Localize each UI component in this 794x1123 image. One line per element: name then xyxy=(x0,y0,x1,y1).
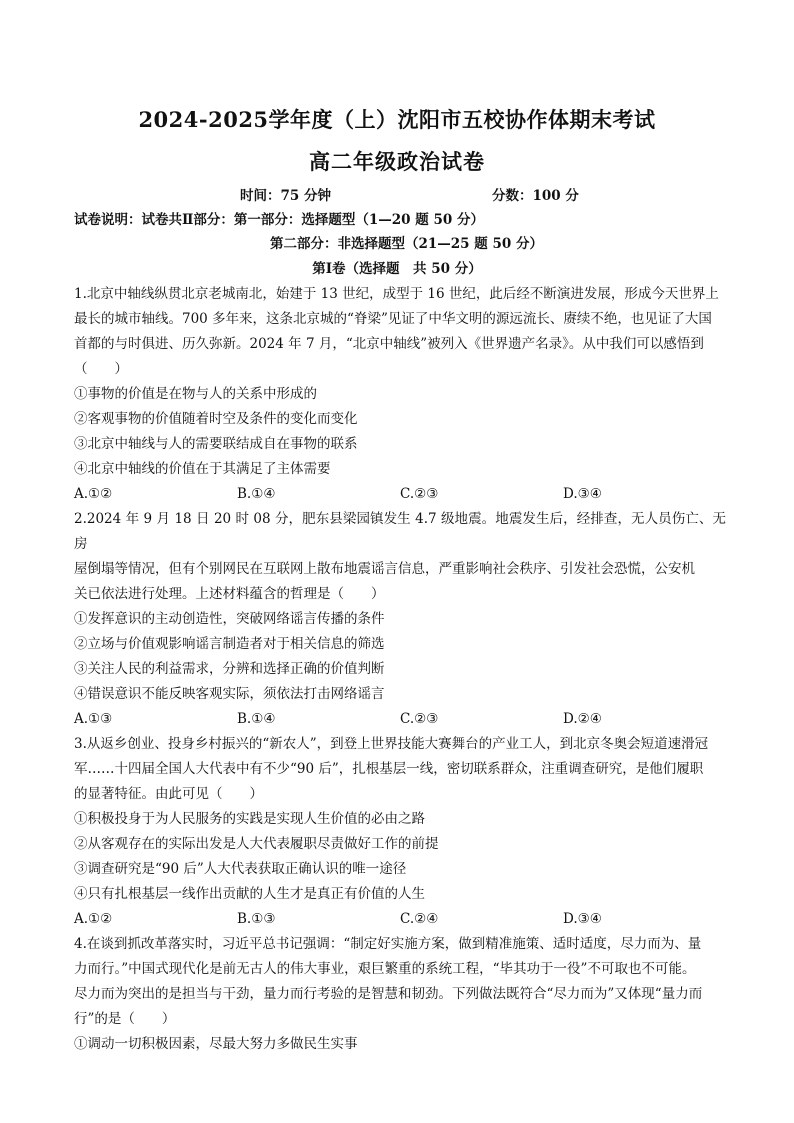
question-stem-line: 行”的是（ ） xyxy=(74,1011,176,1027)
question-block xyxy=(74,507,726,732)
answer-choice[interactable]: D.③④ xyxy=(563,486,602,502)
answer-choice[interactable]: B.①④ xyxy=(237,486,276,502)
question-stem-line: 4.在谈到抓改革落实时，习近平总书记强调：“制定好实施方案，做到精准施策、适时适度，尽力而为、量 xyxy=(74,936,702,952)
answer-choices xyxy=(74,482,726,507)
statement-option: ①事物的价值是在物与人的关系中形成的 xyxy=(74,386,317,402)
question-block xyxy=(74,932,726,1057)
question-block xyxy=(74,732,726,932)
answer-choice[interactable]: D.②④ xyxy=(563,711,602,727)
answer-choice[interactable]: C.②④ xyxy=(400,911,439,927)
statement-option: ①发挥意识的主动创造性，突破网络谣言传播的条件 xyxy=(74,611,385,627)
answer-choice[interactable]: D.③④ xyxy=(563,911,602,927)
question-stem-line: 2.2024 年 9 月 18 日 20 时 08 分，肥东县梁园镇发生 4.7 级地震。地震发生后，经排查，无人员伤亡、无房 xyxy=(74,511,726,552)
answer-choice[interactable]: A.①③ xyxy=(74,711,113,727)
question-stem-line: 最长的城市轴线。700 多年来，这条北京城的“脊梁”见证了中华文明的源远流长、赓续不绝，也见证了大国 xyxy=(74,311,712,327)
answer-choice[interactable]: C.②③ xyxy=(400,486,439,502)
question-stem-line: 1.北京中轴线纵贯北京老城南北，始建于 13 世纪，成型于 16 世纪，此后经不断演进发展，形成今天世界上 xyxy=(74,286,719,302)
question-block xyxy=(74,282,726,507)
exam-note-line1: 试卷说明：试卷共Ⅱ部分：第一部分：选择题型（1—20 题 50 分） xyxy=(74,212,484,228)
exam-note-line2: 第二部分：非选择题型（21—25 题 50 分） xyxy=(270,236,543,252)
exam-score: 分数：100 分 xyxy=(492,188,579,204)
question-stem-line: 军……十四届全国人大代表中有不少“90 后”，扎根基层一线，密切联系群众，注重调查研究，是他们履职 xyxy=(74,761,704,777)
answer-choice[interactable]: A.①② xyxy=(74,486,113,502)
question-stem-line: 尽力而为突出的是担当与干劲，量力而行考验的是智慧和韧劲。下列做法既符合“尽力而为”又体现“量力而 xyxy=(74,986,703,1002)
statement-option: ③关注人民的利益需求，分辨和选择正确的价值判断 xyxy=(74,661,385,677)
answer-choice[interactable]: B.①③ xyxy=(237,911,276,927)
statement-option: ②客观事物的价值随着时空及条件的变化而变化 xyxy=(74,411,358,427)
questions-body xyxy=(74,282,726,1057)
statement-option: ④只有扎根基层一线作出贡献的人生才是真正有价值的人生 xyxy=(74,886,425,902)
statement-option: ③调查研究是“90 后”人大代表获取正确认识的唯一途径 xyxy=(74,861,407,877)
question-stem-line: 屋倒塌等情况，但有个别网民在互联网上散布地震谣言信息，严重影响社会秩序、引发社会恐慌，公安机 xyxy=(74,561,695,577)
statement-option: ①积极投身于为人民服务的实践是实现人生价值的必由之路 xyxy=(74,811,425,827)
statement-option: ①调动一切积极因素，尽最大努力多做民生实事 xyxy=(74,1036,358,1052)
statement-option: ②从客观存在的实际出发是人大代表履职尽责做好工作的前提 xyxy=(74,836,439,852)
answer-choices xyxy=(74,707,726,732)
answer-choice[interactable]: B.①④ xyxy=(237,711,276,727)
question-stem-line: 关已依法进行处理。上述材料蕴含的哲理是（ ） xyxy=(74,586,385,602)
section-heading: 第Ⅰ卷（选择题 共 50 分） xyxy=(312,261,482,277)
question-stem-line: 力而行。”中国式现代化是前无古人的伟大事业，艰巨繁重的系统工程，“毕其功于一役”不可取也不可能。 xyxy=(74,961,696,977)
exam-time: 时间：75 分钟 xyxy=(240,188,331,204)
answer-choices xyxy=(74,907,726,932)
statement-option: ②立场与价值观影响谣言制造者对于相关信息的筛选 xyxy=(74,636,385,652)
answer-choice[interactable]: A.①② xyxy=(74,911,113,927)
answer-choice[interactable]: C.②③ xyxy=(400,711,439,727)
question-stem-line: （ ） xyxy=(74,361,128,377)
exam-subtitle: 高二年级政治试卷 xyxy=(309,149,485,174)
statement-option: ④北京中轴线的价值在于其满足了主体需要 xyxy=(74,461,331,477)
statement-option: ③北京中轴线与人的需要联结成自在事物的联系 xyxy=(74,436,358,452)
statement-option: ④错误意识不能反映客观实际，须依法打击网络谣言 xyxy=(74,686,385,702)
question-stem-line: 首都的与时俱进、历久弥新。2024 年 7 月，“北京中轴线”被列入《世界遗产名录》。从中我们可以感悟到 xyxy=(74,336,704,352)
question-stem-line: 3.从返乡创业、投身乡村振兴的“新农人”，到登上世界技能大赛舞台的产业工人，到北京冬奥会短道速滑冠 xyxy=(74,736,709,752)
exam-title: 2024-2025学年度（上）沈阳市五校协作体期末考试 xyxy=(138,107,656,132)
question-stem-line: 的显著特征。由此可见（ ） xyxy=(74,786,263,802)
